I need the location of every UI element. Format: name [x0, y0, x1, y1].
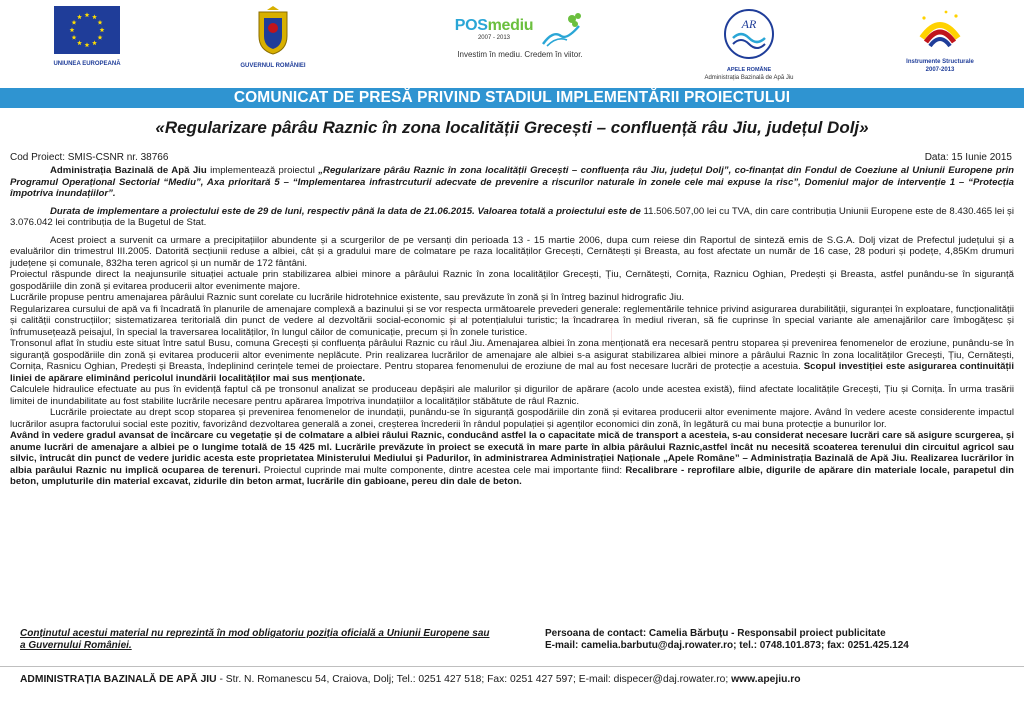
- paragraph-purpose: Lucrările proiectate au drept scop stoparea și prevenirea fenomenelor de inundații, punându-se în siguranță gospodăriile din zonă și evitarea producerii altor evenimente majore. Având în vedere aceste considerente impactul lucrărilor asupra factorului social este pozitiv, favorizând dezvoltarea generală a zonei, creșterea încrederii în rândul populației și agenților economici din zonă, în legătură cu mai buna protecție a bunurilor lor.: [10, 407, 1014, 430]
- press-release-banner: COMUNICAT DE PRESĂ PRIVIND STADIUL IMPLEMENTĂRII PROIECTULUI: [0, 88, 1024, 108]
- contact-details: E-mail: camelia.barbutu@daj.rowater.ro; tel.: 0748.101.873; fax: 0251.425.124: [545, 640, 909, 651]
- paragraph-background: Acest proiect a survenit ca urmare a precipitațiilor abundente și a scurgerilor de pe versanți din perioada 13 - 15 martie 2006, dupa cum reiese din Raportul de sinteză emis de S.G.A. Dolj vizat de Prefectul județului și a evaluărilor din trimestrul III.2005. Datorită secțiunii reduse a albiei, cât și a gradului mare de colmatare pe raza localităților Grecești, Cernătești și Breasta, au fost afectate un număr de 16 case, 28 poduri și podețe, 4,85Km drumuri județene și comunale, 832ha teren agricol și un număr de 172 fântâni.: [10, 234, 1014, 269]
- project-title: «Regularizare pârâu Raznic în zona localității Grecești – confluență râu Jiu, județul Dolj»: [155, 118, 869, 137]
- posmediu-tagline: Investim în mediu. Credem în viitor.: [457, 50, 583, 59]
- apele-romane-emblem-icon: [723, 8, 775, 60]
- abaj-caption: Administrația Bazinală de Apă Jiu: [704, 75, 794, 81]
- gov-logo: [236, 6, 310, 69]
- project-code: Cod Proiect: SMIS-CSNR nr. 38766: [10, 152, 169, 163]
- organization-name: ADMINISTRAȚIA BAZINALĂ DE APĂ JIU: [20, 674, 217, 685]
- paragraph-works: Lucrările propuse pentru amenajarea pârâului Raznic sunt corelate cu lucrările hidrotehnice existente, sau prevăzute în zonă și în întreg bazinul hidrografic Jiu.: [10, 292, 685, 303]
- organization-address: - Str. N. Romanescu 54, Craiova, Dolj; Tel.: 0251 427 518; Fax: 0251 427 597; E-mail: dispecer@daj.rowater.ro;: [216, 674, 732, 685]
- paragraph-components: Având în vedere gradul avansat de încărcare cu vegetație și de colmatare a albiei râului Raznic, conducând astfel la o capacitate mică de transport a acesteia, s-au considerat necesare lucrări care să asigure scurgerea, și anume lucrări de amenajare a albiei pe o lungime totală de 15 425 ml. Lucrările prevăzute în proiect se execută în mare parte în albia pârâului Raznic,astfel încât nu necesită scoaterea terenului din circuitul agricol sau silvic, întrucât din punct de vedere juridic acesta este proprietatea Ministerului Mediului și Padurilor, în administrarea Administrației Naționale „Apele Române” – Administrația Bazinală de Apă Jiu. Realizarea lucrărilor în albia parâului Raznic nu implică ocuparea de terenuri. Proiectul cuprinde mai multe componente, dintre acestea cele mai importante fiind: Recalibrare - reprofilare albie, digurile de apărare din materiale locale, parapetul din beton, umpluturile din material excavat, zidurile din beton armat, lucrările din gabioane, pereu din dale de beton.: [10, 430, 1014, 487]
- apele-romane-logo: [694, 8, 804, 81]
- paragraph-regulation: Regularizarea cursului de apă va fi încadrată în planurile de amenajare complexă a bazinului și se vor respecta următoarele prevederi generale: reglementările tehnice privind asigurarea durabilității, siguranței în exploatare, funcționalității și calității construcțiilor; sistematizarea teritorială din punct de vedere al dezvoltării social-economic și al potențialului turistic; la încadrarea în mediul riveran, să fie cuprinse în special variante ale amenajărilor care îmbogățesc și înfrumusețează peisajul, în special la traversarea localităților, în lungul căilor de comunicație, precum și în zonele turistice.: [10, 303, 1014, 338]
- disclaimer: Conținutul acestui material nu reprezintă în mod obligatoriu poziția oficială a Uniunii Europene sau a Guvernului României.: [20, 628, 490, 651]
- instrumente-structurale-logo: [900, 8, 980, 73]
- contact-person: Persoana de contact: Camelia Bărbuțu - Responsabil proiect publicitate: [545, 628, 886, 639]
- is-caption-2: 2007-2013: [925, 67, 955, 73]
- eu-caption: UNIUNEA EUROPEANĂ: [53, 61, 121, 67]
- hands-leaf-icon: [539, 10, 585, 48]
- is-caption-1: Instrumente Structurale: [906, 59, 974, 65]
- logo-row: [0, 0, 1024, 88]
- paragraph-hydraulics: Calculele hidraulice efectuate au pus în evidență faptul că pe tronsonul analizat se produceau depășiri ale malurilor și digurilor de apărare (acolo unde acestea există), fiind afectate localitățile Grecești, Țiu și Cornița. În urma trasării limitei de inundabilitate au fost stabilite lucrările necesare pentru apărarea împotriva inundațiilor a localităților stăbătute de râul Raznic.: [10, 384, 1014, 407]
- release-date: Data: 15 Iunie 2015: [924, 152, 1012, 163]
- posmediu-word-b: mediu: [487, 17, 534, 34]
- contact-block: [545, 628, 1015, 652]
- footer-divider: [0, 666, 1024, 667]
- posmediu-years: 2007 - 2013: [477, 35, 510, 41]
- eu-logo: [50, 6, 124, 67]
- eu-flag-icon: [54, 6, 120, 54]
- coat-of-arms-icon: [253, 6, 293, 56]
- paragraph-response: Proiectul răspunde direct la neajunsurile situației actuale prin stabilizarea albiei minore a pârâului Raznic în zona localităților Grecești, Țiu, Cernătești, Cornița, Raznicu Oghian, Predești și Breasta, astfel punându-se în siguranță gospodăriile din zonă și evitarea producerii altor evenimente majore.: [10, 269, 1014, 292]
- abaj-emblem-text: AR: [741, 17, 757, 31]
- paragraph-duration: Durata de implementare a proiectului este de 29 de luni, respectiv până la data de 21.06.2015. Valoarea totală a proiectului este de 11.506.507,00 lei cu TVA, din care contribuția Uniunii Europene este de 8.430.465 lei și 3.076.042 lei contribuția de la Bugetul de Stat.: [10, 205, 1014, 228]
- posmediu-logo: [440, 10, 600, 59]
- posmediu-word-a: POS: [454, 17, 488, 34]
- instrumente-structurale-icon: [916, 8, 964, 52]
- organization-footer: [20, 674, 1010, 685]
- website-link[interactable]: www.apejiu.ro: [731, 674, 801, 685]
- press-release-body: [10, 165, 1014, 488]
- apele-romane-text: APELE ROMÂNE: [726, 67, 772, 73]
- paragraph-intro: Administrația Bazinală de Apă Jiu implementează proiectul „Regularizare pârâu Raznic în zona localității Grecești – confluența râu Jiu, județul Dolj”, co-finanțat din Fondul de Coeziune al Uniunii Europene prin Programul Operațional Sectorial “Mediu”, Axa prioritară 5 – “Implementarea infrastrcuturii adecvate de prevenire a riscurilor naturale în zonele cele mai expuse la risc”, Domeniul major de intervenție 1 – “Protecția împotriva inundațiilor”.: [10, 165, 1014, 199]
- gov-caption: GUVERNUL ROMÂNIEI: [240, 63, 306, 69]
- paragraph-section: Tronsonul aflat în studiu este situat între satul Busu, comuna Grecești și confluența pârâului Raznic cu râul Jiu. Amenajarea albiei în zona menționată era necesară pentru stoparea și prevenirea fenomenelor de eroziune, punându-se în siguranță gospodăriile din zonă și evitarea producerii altor evenimente neplăcute. Prin realizarea lucrărilor de amenajare ale albiei s-a asigurat stabilizarea albiei minore a pârâului Raznic în zona localităților Grecești, Țiu, Cernătești, Cornița, Rasnicu Oghian, Predești și Breasta, îndeplinind cerințele temei de proiectare. Pentru stoparea fenomenului de eroziune de mal au fost necesare lucrări de protecție a acestuia. Scopul investiției este asigurarea continuității liniei de apărare eliminând pericolul inundării localităților mai sus menționate.: [10, 338, 1015, 384]
